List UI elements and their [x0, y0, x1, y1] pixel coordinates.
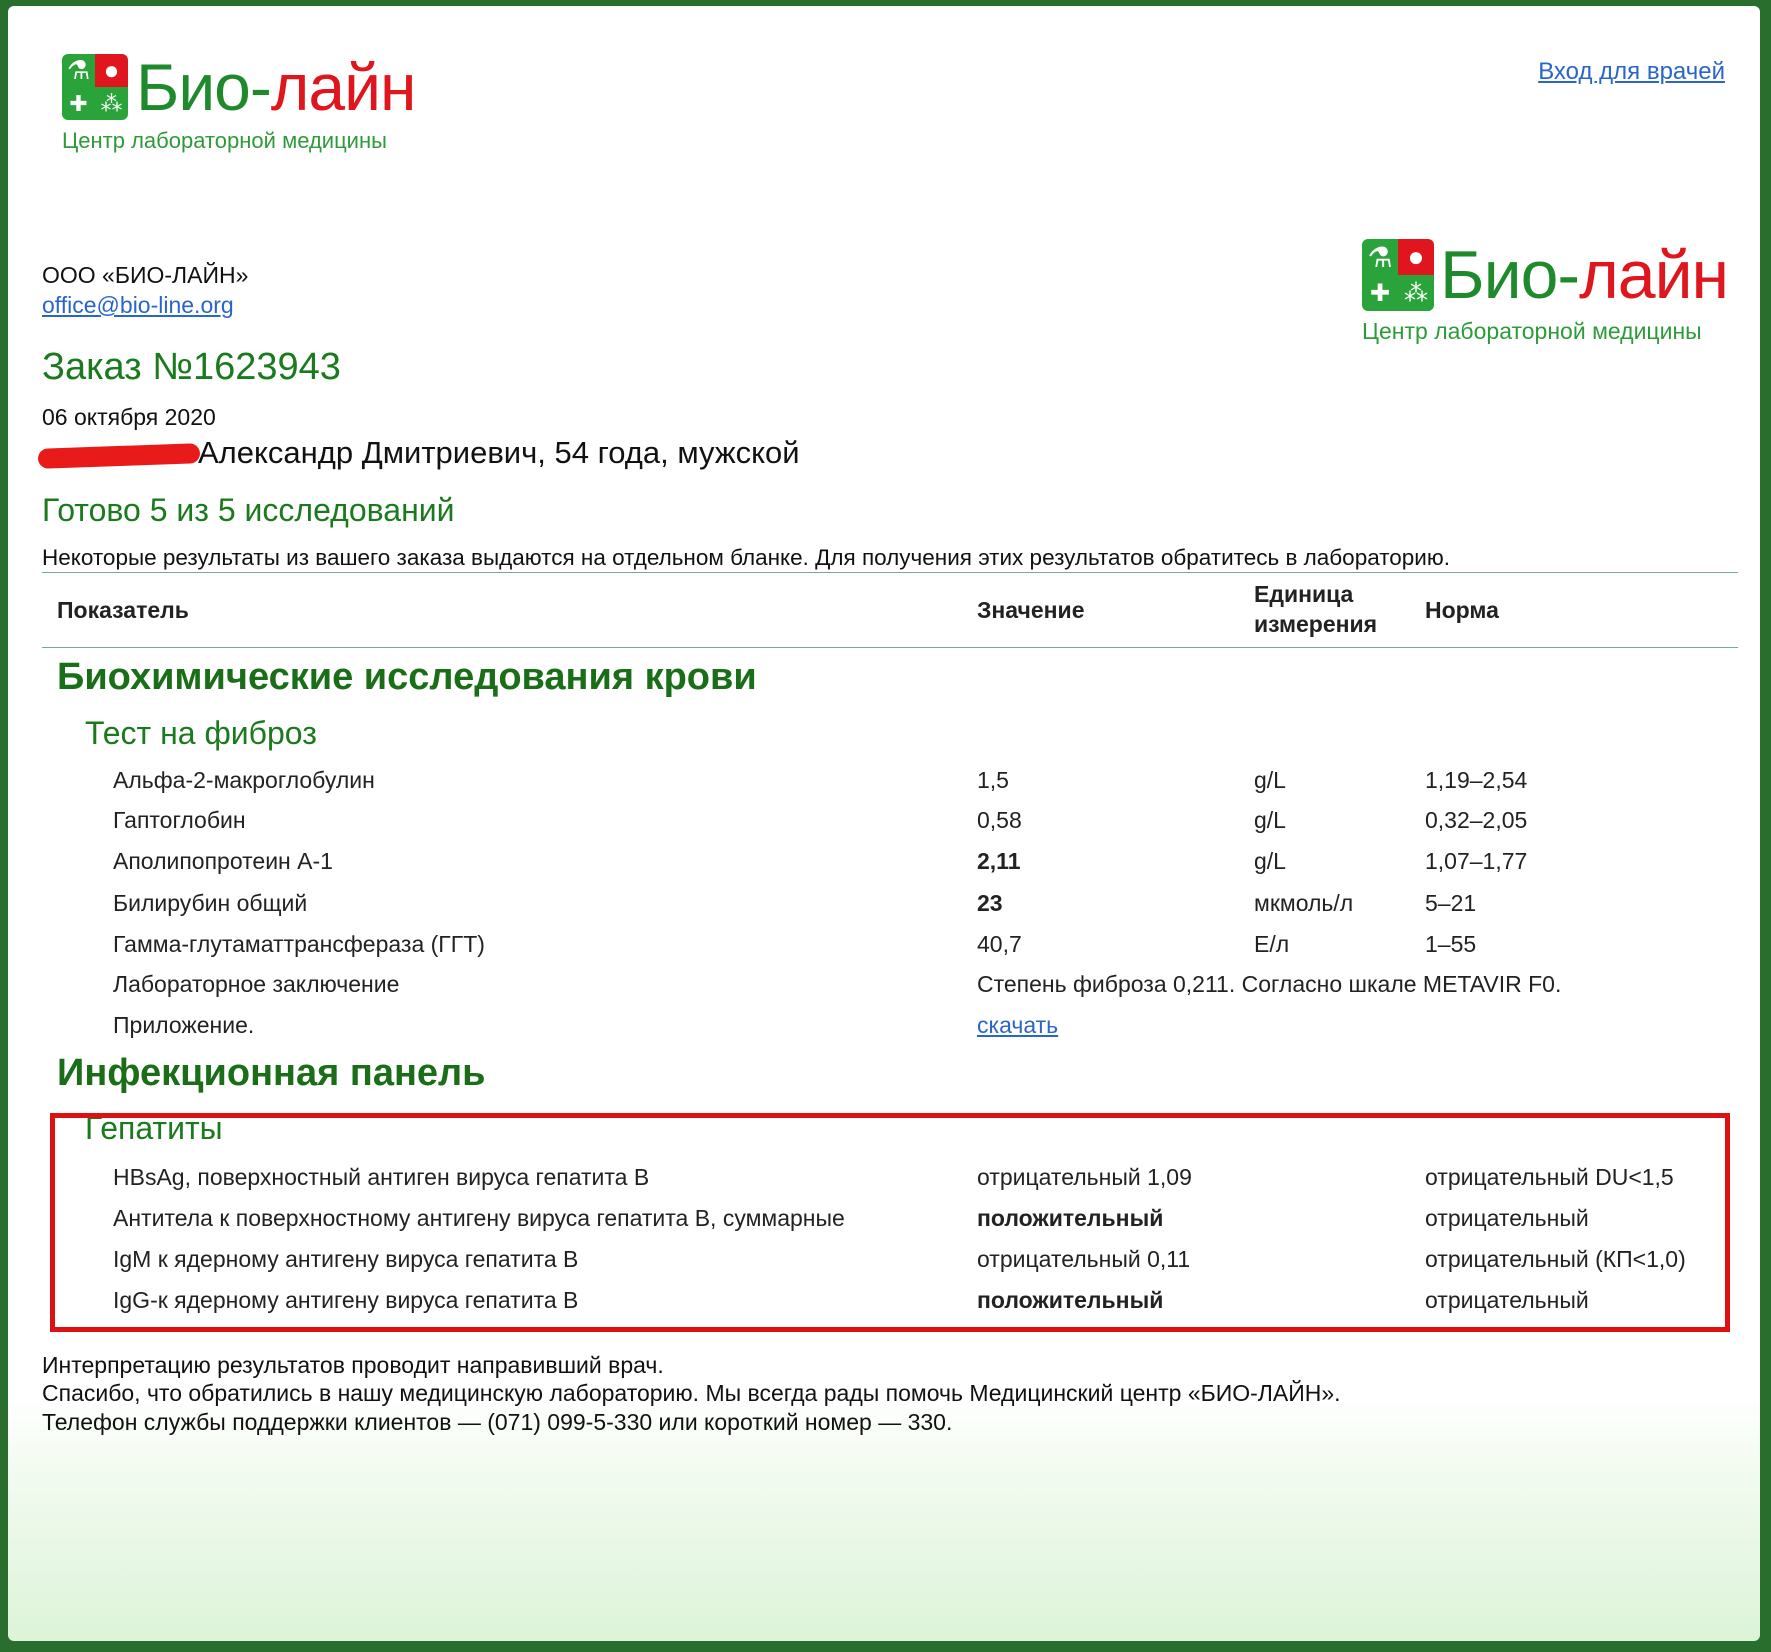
- row-unit: мкмоль/л: [1254, 890, 1354, 916]
- doctor-login-link[interactable]: Вход для врачей: [1538, 58, 1725, 85]
- row-name: IgM к ядерному антигену вируса гепатита В: [113, 1246, 579, 1272]
- row-norm: отрицательный: [1425, 1205, 1589, 1231]
- table-header-divider: [42, 647, 1738, 648]
- col-header-norm: Норма: [1425, 597, 1499, 623]
- row-value: 40,7: [977, 931, 1022, 957]
- row-value: 0,58: [977, 807, 1022, 833]
- row-name: Альфа-2-макроглобулин: [113, 767, 375, 793]
- separate-form-note: Некоторые результаты из вашего заказа выдаются на отдельном бланке. Для получения этих результатов обратитесь в лабораторию.: [42, 545, 1450, 570]
- row-norm: 5–21: [1425, 890, 1477, 916]
- row-unit: g/L: [1254, 807, 1286, 833]
- row-unit: Е/л: [1254, 931, 1290, 957]
- row-name: IgG-к ядерному антигену вируса гепатита В: [113, 1287, 579, 1313]
- lab-logo-icon: ⚗ ● ✚ ⁂: [1362, 239, 1434, 311]
- footer-support-phone: Телефон службы поддержки клиентов — (071) 099-5-330 или короткий номер — 330.: [42, 1409, 953, 1435]
- footer-thanks: Спасибо, что обратились в нашу медицинскую лабораторию. Мы всегда рады помочь Медицинский центр «БИО-ЛАЙН».: [42, 1380, 1341, 1406]
- footer-interpretation: Интерпретацию результатов проводит направивший врач.: [42, 1352, 664, 1378]
- brand-name-second: лайн: [270, 50, 416, 124]
- order-status: Готово 5 из 5 исследований: [42, 492, 455, 528]
- col-header-indicator: Показатель: [57, 597, 189, 623]
- order-title: Заказ №1623943: [42, 346, 341, 388]
- row-norm: 0,32–2,05: [1425, 807, 1528, 833]
- order-date: 06 октября 2020: [42, 404, 216, 430]
- attachment-label: Приложение.: [113, 1012, 255, 1038]
- col-header-value: Значение: [977, 597, 1085, 623]
- row-value: 1,5: [977, 767, 1009, 793]
- row-value: отрицательный 0,11: [977, 1246, 1191, 1272]
- row-norm: 1–55: [1425, 931, 1477, 957]
- lab-logo-icon: ⚗ ● ✚ ⁂: [62, 54, 128, 120]
- row-norm: отрицательный DU<1,5: [1425, 1164, 1674, 1190]
- row-name: Гамма-глутаматтрансфераза (ГГТ): [113, 931, 485, 957]
- conclusion-label: Лабораторное заключение: [113, 971, 400, 997]
- row-unit: g/L: [1254, 767, 1286, 793]
- section-title-biochemistry: Биохимические исследования крови: [57, 656, 757, 698]
- brand-tagline: Центр лабораторной медицины: [1362, 318, 1702, 344]
- row-value: отрицательный 1,09: [977, 1164, 1192, 1190]
- patient-info: Александр Дмитриевич, 54 года, мужской: [198, 435, 800, 470]
- row-value: 23: [977, 890, 1003, 916]
- brand-tagline: Центр лабораторной медицины: [62, 128, 387, 153]
- row-name: Гаптоглобин: [113, 807, 246, 833]
- group-title-hepatitis: Гепатиты: [85, 1110, 223, 1146]
- section-title-infection: Инфекционная панель: [57, 1052, 486, 1094]
- row-name: HBsAg, поверхностный антиген вируса гепатита В: [113, 1164, 650, 1190]
- row-name: Антитела к поверхностному антигену вируса гепатита В, суммарные: [113, 1205, 845, 1231]
- row-name: Аполипопротеин А-1: [113, 848, 333, 874]
- brand-name-second: лайн: [1579, 237, 1729, 313]
- brand-name-first: Био-: [136, 50, 271, 124]
- download-link[interactable]: скачать: [977, 1012, 1059, 1038]
- row-unit: g/L: [1254, 848, 1286, 874]
- col-header-unit-line1: Единица: [1254, 581, 1354, 607]
- row-value: положительный: [977, 1287, 1164, 1313]
- row-norm: 1,19–2,54: [1425, 767, 1528, 793]
- brand-logo-top: [62, 50, 416, 153]
- col-header-unit-line2: измерения: [1254, 611, 1378, 637]
- row-name: Билирубин общий: [113, 890, 308, 916]
- brand-name-first: Био-: [1440, 237, 1580, 313]
- row-norm: отрицательный: [1425, 1287, 1589, 1313]
- row-norm: отрицательный (КП<1,0): [1425, 1246, 1686, 1272]
- conclusion-value: Степень фиброза 0,211. Согласно шкале METAVIR F0.: [977, 971, 1562, 997]
- table-top-divider: [42, 572, 1738, 573]
- group-title-fibrosis: Тест на фиброз: [85, 715, 317, 751]
- row-value: 2,11: [977, 848, 1021, 874]
- highlight-box: [50, 1113, 1730, 1332]
- company-name: ООО «БИО-ЛАЙН»: [42, 262, 249, 288]
- row-norm: 1,07–1,77: [1425, 848, 1528, 874]
- brand-logo-right: [1362, 237, 1729, 344]
- row-value: положительный: [977, 1205, 1164, 1231]
- company-email-link[interactable]: office@bio-line.org: [42, 292, 234, 318]
